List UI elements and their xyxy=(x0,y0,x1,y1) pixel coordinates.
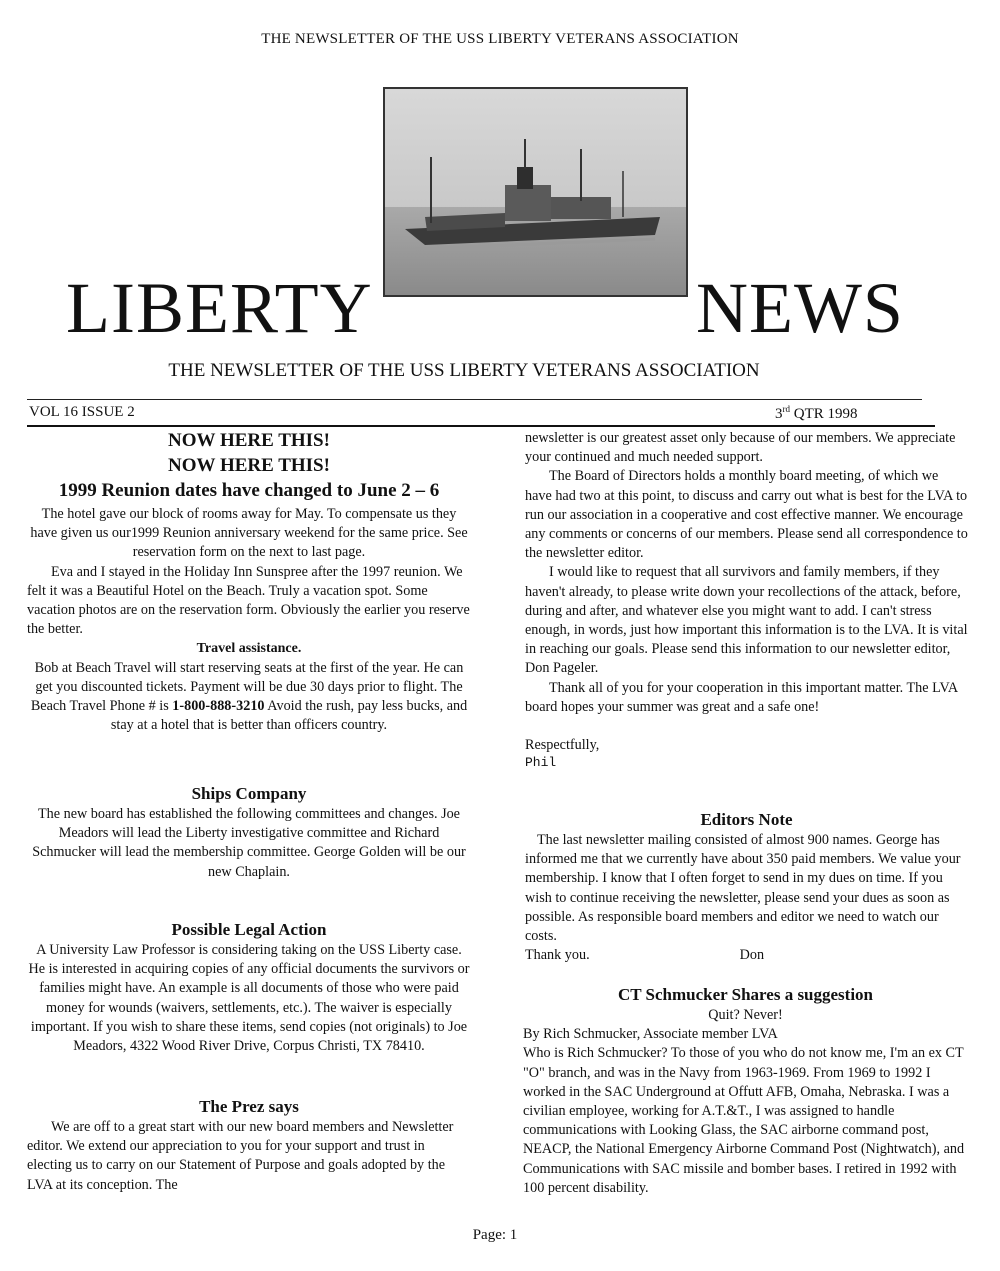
volume-issue: VOL 16 ISSUE 2 xyxy=(29,404,135,420)
header-divider xyxy=(27,399,922,400)
prez-continued-4: Thank all of you for your cooperation in this important matter. The LVA board hopes your summer was great and a safe one! xyxy=(525,679,958,715)
prez-continued-2: The Board of Directors holds a monthly board meeting, of which we have had two at this point, to discuss and carry out what is best for the LVA to run our association in a cooperative and cost effective manner. We encourage any comments or concerns of our members. Please send all correspondence to the newsletter editor. xyxy=(525,468,968,562)
masthead-subtitle: THE NEWSLETTER OF THE USS LIBERTY VETERANS ASSOCIATION xyxy=(168,360,760,381)
notice-line-1: NOW HERE THIS! xyxy=(168,430,330,451)
ship-icon xyxy=(385,89,686,295)
legal-action-section xyxy=(27,919,471,1056)
travel-paragraph: Bob at Beach Travel will start reserving seats at the first of the year. He can get you discounted tickets. Payment will be due 30 days prior to flight. The Beach Travel Phone # is 1-800-888-3210 Avoid the rush, pay less bucks, and stay at a hotel that is better than officers country. xyxy=(30,659,468,734)
issue-divider xyxy=(27,425,935,427)
prez-continued-3: I would like to request that all survivors and family members, if they haven't already, to please write down your recollections of the attack, before, during and after, and whatever else you might want to add. I can't stress enough, in words, just how important this information is to the LVA. It is vital in reaching our goals. Please send this information to our newsletter editor, Don Pageler. xyxy=(525,564,968,677)
ct-schmucker-subheading: Quit? Never! xyxy=(708,1007,783,1023)
ships-company-text: The new board has established the following committees and changes. Joe Meadors will lead the Liberty investigative committee and Richard Schmucker will lead the membership committee. George Golden will be our new Chaplain. xyxy=(32,806,466,880)
prez-says-text: We are off to a great start with our new board members and Newsletter editor. We extend our appreciation to you for your support and trust in electing us to carry on our Statement of Purpose and goals adopted by the LVA at its conception. The xyxy=(27,1119,454,1193)
masthead-title-left: LIBERTY xyxy=(66,268,373,348)
editors-note-heading: Editors Note xyxy=(700,810,793,829)
editors-note-section xyxy=(525,809,968,965)
prez-says-heading: The Prez says xyxy=(199,1097,299,1116)
prez-says-section xyxy=(27,1096,471,1195)
page-number: Page: 1 xyxy=(472,1227,518,1243)
ship-photo xyxy=(383,87,688,297)
masthead-title-right: NEWS xyxy=(696,268,904,348)
legal-action-heading: Possible Legal Action xyxy=(171,920,327,939)
ct-schmucker-byline: By Rich Schmucker, Associate member LVA xyxy=(523,1026,778,1043)
quarter-date: 3rd QTR 1998 xyxy=(775,404,858,422)
ct-schmucker-text: Who is Rich Schmucker? To those of you who do not know me, I'm an ex CT "O" branch, and was in the Navy from 1963-1969. From 1969 to 1992 I worked in the SAC Underground at Offutt AFB, Omaha, Nebraska. I was a civilian employee, working for A.T.&T., I was assigned to handle communications with Looking Glass, the SAC airborne command post, NEACP, the National Emergency Airborne Command Post (Nightwatch), and Communications with SAC missile and bomber bases. I retired in 1992 with 100 percent disability. xyxy=(523,1045,965,1196)
notice-line-2: NOW HERE THIS! xyxy=(168,455,330,476)
top-header: THE NEWSLETTER OF THE USS LIBERTY VETERANS ASSOCIATION xyxy=(261,31,739,47)
reunion-heading: 1999 Reunion dates have changed to June 2 – 6 xyxy=(58,480,440,501)
editors-note-text: The last newsletter mailing consisted of almost 900 names. George has informed me that we currently have about 350 paid members. We value your membership. I know that I often forget to send in my dues on time. If you wish to continue receiving the newsletter, please send your dues as soon as possible. As responsible board members and editor we need to watch our costs. xyxy=(525,832,961,945)
ships-company-heading: Ships Company xyxy=(191,784,307,803)
ct-schmucker-section xyxy=(523,984,968,1198)
legal-action-text: A University Law Professor is considering taking on the USS Liberty case. He is interested in acquiring copies of any official documents the survivors or families might have. An example is all documents of those who were paid money for wounds (waivers, settlements, etc.). The waiver is especially important. If you wish to share these items, send copies (not originals) to Joe Meadors, 4322 Wood River Drive, Corpus Christi, TX 78410. xyxy=(28,942,470,1055)
left-column-top xyxy=(27,428,471,735)
travel-phone: 1-800-888-3210 xyxy=(172,698,265,715)
reunion-paragraph-1: The hotel gave our block of rooms away for May. To compensate us they have given us our1999 Reunion anniversary weekend for the same price. See reservation form on the next to last page. xyxy=(30,506,468,561)
right-column-top xyxy=(525,429,968,771)
ct-schmucker-heading: CT Schmucker Shares a suggestion xyxy=(617,985,874,1004)
editors-note-signoff: Thank you. Don xyxy=(525,947,765,964)
travel-heading: Travel assistance. xyxy=(196,641,302,657)
closing: Respectfully, xyxy=(525,737,600,754)
prez-continued-1: newsletter is our greatest asset only because of our members. We appreciate your continued and much needed support. xyxy=(525,430,956,466)
signature: Phil xyxy=(525,755,557,771)
reunion-paragraph-2: Eva and I stayed in the Holiday Inn Sunspree after the 1997 reunion. We felt it was a Beautiful Hotel on the Beach. Truly a vacation spot. Some vacation photos are on the reservation form. Obviously the earlier you reserve the better. xyxy=(27,563,470,638)
ships-company-section xyxy=(27,783,471,882)
